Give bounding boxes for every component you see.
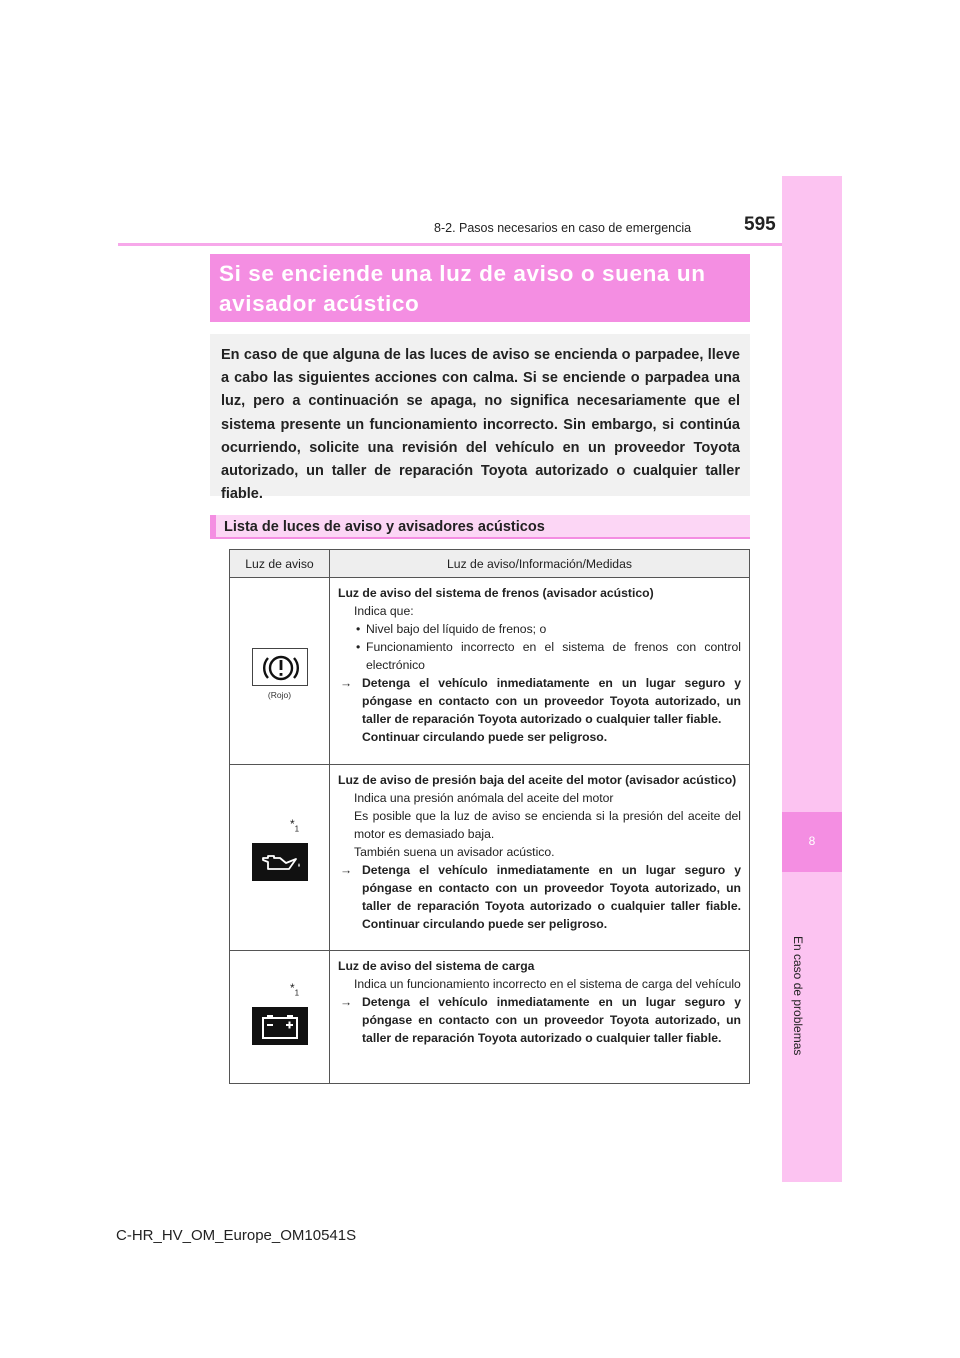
- section-title: Lista de luces de aviso y avisadores acústicos: [224, 519, 545, 535]
- bullet-item: • Nivel bajo del líquido de frenos; o: [356, 622, 547, 636]
- battery-charge-icon: [252, 1007, 308, 1045]
- table-row: [230, 951, 750, 1084]
- warning-title: Luz de aviso de presión baja del aceite del motor (avisador acústico): [338, 773, 737, 787]
- oil-pressure-icon: [252, 843, 308, 881]
- warning-lights-table: [229, 549, 750, 1084]
- chapter-number: 8: [808, 834, 816, 848]
- action-warning: Continuar circulando puede ser peligroso.: [362, 730, 608, 744]
- action-instruction: → Detenga el vehículo inmediatamente en un lugar seguro y póngase en contacto con un proveedor Toyota autorizado, un taller de reparación Toyota autorizado o cualquier taller fiable. Continuar circulando puede ser peligroso.: [340, 863, 741, 931]
- info-cell: [330, 765, 750, 951]
- page-title: Si se enciende una luz de aviso o suena un avisador acústico: [219, 261, 706, 316]
- footnote-mark: $*_1$: [290, 817, 300, 834]
- table-row: [230, 578, 750, 765]
- info-cell: [330, 951, 750, 1084]
- action-instruction: → Detenga el vehículo inmediatamente en un lugar seguro y póngase en contacto con un proveedor Toyota autorizado, un taller de reparación Toyota autorizado o cualquier taller fiable. Continuar circulando puede ser peligroso.: [340, 676, 741, 744]
- icon-color-note: (Rojo): [267, 690, 292, 700]
- section-header: [210, 515, 750, 539]
- action-instruction: → Detenga el vehículo inmediatamente en un lugar seguro y póngase en contacto con un proveedor Toyota autorizado, un taller de reparación Toyota autorizado o cualquier taller fiable.: [340, 995, 741, 1045]
- warning-title: Luz de aviso del sistema de carga: [338, 959, 535, 973]
- document-footer-id: C-HR_HV_OM_Europe_OM10541S: [116, 1227, 357, 1244]
- info-line: Indica una presión anómala del aceite del motor: [354, 791, 614, 805]
- table-row: [230, 765, 750, 951]
- header-divider: [118, 243, 842, 246]
- info-line: Es posible que la luz de aviso se encienda si la presión del aceite del motor es demasiado baja.: [354, 809, 741, 841]
- column-header-info: Luz de aviso/Información/Medidas: [330, 550, 750, 578]
- icon-cell: [230, 765, 330, 951]
- chapter-number-tab: [782, 812, 842, 872]
- intro-text: En caso de que alguna de las luces de aviso se encienda o parpadee, lleve a cabo las siguientes acciones con calma. Si se enciende o parpadea una luz, pero a continuación se apaga, no significa necesariamente que el sistema presente un funcionamiento incorrecto. Sin embargo, si continúa ocurriendo, solicite una revisión del vehículo en un proveedor Toyota autorizado, un taller de reparación Toyota autorizado o cualquier taller fiable.: [221, 347, 740, 503]
- warning-title: Luz de aviso del sistema de frenos (avisador acústico): [338, 586, 654, 600]
- intro-box: [210, 334, 750, 503]
- page-number: 595: [744, 214, 776, 235]
- icon-cell: [230, 578, 330, 765]
- info-cell: [330, 578, 750, 765]
- page-title-box: [210, 254, 750, 322]
- arrow-right-icon: →: [340, 863, 353, 877]
- section-header-bar: [210, 515, 216, 537]
- arrow-right-icon: →: [340, 676, 353, 690]
- table-header-row: [230, 550, 750, 578]
- bullet-item: • Funcionamiento incorrecto en el sistema de frenos con control electrónico: [356, 640, 741, 672]
- column-header-icon: Luz de aviso: [230, 550, 330, 578]
- chapter-label: En caso de problemas: [791, 936, 805, 1056]
- info-line: Indica que:: [354, 604, 414, 618]
- arrow-right-icon: →: [340, 995, 353, 1009]
- brake-warning-icon: [252, 648, 308, 686]
- info-line: También suena un avisador acústico.: [354, 845, 555, 859]
- running-header-section: 8-2. Pasos necesarios en caso de emergencia: [434, 221, 692, 235]
- footnote-mark: $*_1$: [290, 981, 300, 998]
- icon-cell: [230, 951, 330, 1084]
- info-line: Indica un funcionamiento incorrecto en el sistema de carga del vehículo: [354, 977, 741, 991]
